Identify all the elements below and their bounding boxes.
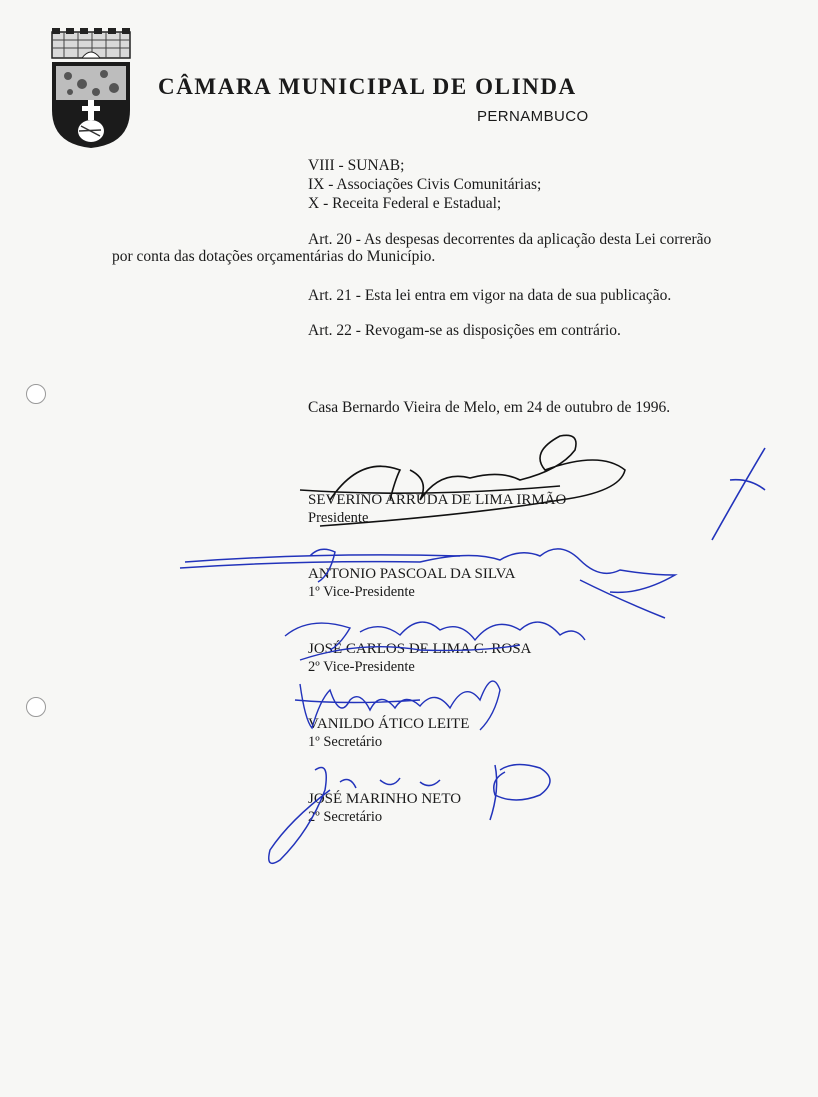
municipal-crest-icon xyxy=(48,26,134,150)
signatory-name: JOSÉ CARLOS DE LIMA C. ROSA xyxy=(308,641,532,657)
signatory-name: JOSÉ MARINHO NETO xyxy=(308,791,462,807)
punch-hole xyxy=(26,384,46,404)
page-title: CÂMARA MUNICIPAL DE OLINDA xyxy=(158,74,577,99)
signatory-role: Presidente xyxy=(308,510,369,526)
list-item: IX - Associações Civis Comunitárias; xyxy=(308,176,542,193)
article-22: Art. 22 - Revogam-se as disposições em contrário. xyxy=(308,322,621,339)
list-item: X - Receita Federal e Estadual; xyxy=(308,195,502,212)
article-20-line-1: Art. 20 - As despesas decorrentes da aplicação desta Lei correrão xyxy=(308,231,712,248)
signatory-role: 1º Secretário xyxy=(308,734,383,750)
signatory-name: VANILDO ÁTICO LEITE xyxy=(308,716,470,732)
signature-antonio xyxy=(180,549,675,618)
closing-date-line: Casa Bernardo Vieira de Melo, em 24 de outubro de 1996. xyxy=(308,399,671,416)
page-subtitle: PERNAMBUCO xyxy=(477,108,589,125)
signatory-role: 2º Secretário xyxy=(308,809,383,825)
signatory-name: ANTONIO PASCOAL DA SILVA xyxy=(308,566,516,582)
list-item: VIII - SUNAB; xyxy=(308,157,405,174)
punch-hole xyxy=(26,697,46,717)
signatory-name: SEVERINO ARRUDA DE LIMA IRMÃO xyxy=(308,492,567,508)
signatory-role: 2º Vice-Presidente xyxy=(308,659,415,675)
signatory-role: 1º Vice-Presidente xyxy=(308,584,415,600)
signature-initial xyxy=(712,448,765,540)
article-21: Art. 21 - Esta lei entra em vigor na data de sua publicação. xyxy=(308,287,672,304)
article-20-line-2: por conta das dotações orçamentárias do Município. xyxy=(112,248,436,265)
